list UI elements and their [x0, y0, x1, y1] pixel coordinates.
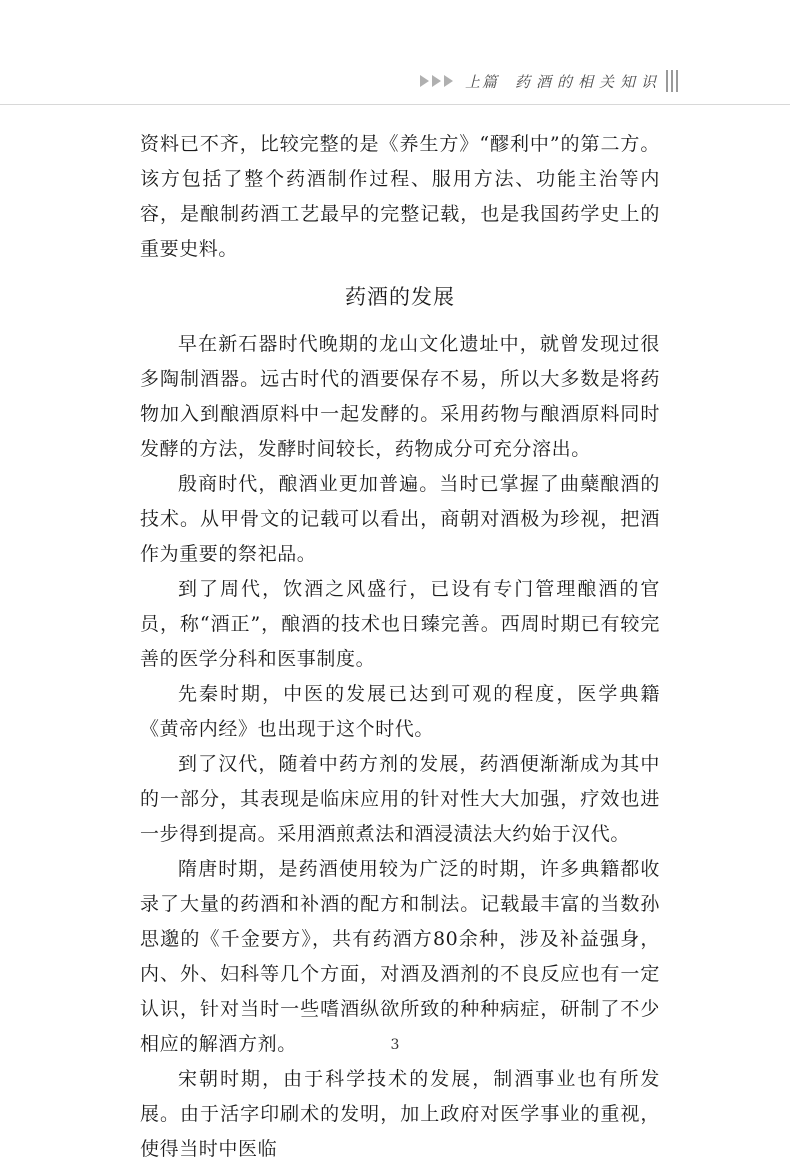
header-bars-icon	[666, 70, 678, 92]
page-number: 3	[390, 1037, 400, 1053]
body-paragraph: 宋朝时期，由于科学技术的发展，制酒事业也有所发展。由于活字印刷术的发明，加上政府对医学事业的重视，使得当时中医临	[140, 1068, 660, 1160]
header-part-label: 上篇	[465, 72, 500, 91]
header-arrows-icon	[420, 75, 453, 87]
header-chapter-title: 药酒的相关知识	[515, 72, 663, 91]
body-paragraph: 隋唐时期，是药酒使用较为广泛的时期，许多典籍都收录了大量的药酒和补酒的配方和制法。记载最丰富的当数孙思邈的《千金要方》，共有药酒方80余种，涉及补益强身，内、外、妇科等几个方面，对酒及酒剂的不良反应也有一定认识，针对当时一些嗜酒纵欲所致的种种病症，研制了不少相应的解酒方剂。	[140, 858, 660, 1055]
page-body	[140, 127, 660, 1167]
running-header	[420, 66, 680, 96]
header-divider	[0, 104, 790, 105]
body-paragraph: 到了周代，饮酒之风盛行，已设有专门管理酿酒的官员，称“酒正”，酿酒的技术也日臻完善。西周时期已有较完善的医学分科和医事制度。	[140, 578, 660, 670]
body-paragraph: 到了汉代，随着中药方剂的发展，药酒便渐渐成为其中的一部分，其表现是临床应用的针对性大大加强，疗效也进一步得到提高。采用酒煎煮法和酒浸渍法大约始于汉代。	[140, 753, 660, 845]
body-paragraph: 先秦时期，中医的发展已达到可观的程度，医学典籍《黄帝内经》也出现于这个时代。	[140, 683, 660, 740]
section-heading: 药酒的发展	[345, 285, 455, 309]
intro-paragraph: 资料已不齐，比较完整的是《养生方》“醪利中”的第二方。该方包括了整个药酒制作过程、服用方法、功能主治等内容，是酿制药酒工艺最早的完整记载，也是我国药学史上的重要史料。	[140, 133, 660, 260]
body-paragraph: 殷商时代，酿酒业更加普遍。当时已掌握了曲蘖酿酒的技术。从甲骨文的记载可以看出，商朝对酒极为珍视，把酒作为重要的祭祀品。	[140, 473, 660, 565]
body-paragraph: 早在新石器时代晚期的龙山文化遗址中，就曾发现过很多陶制酒器。远古时代的酒要保存不易，所以大多数是将药物加入到酿酒原料中一起发酵的。采用药物与酿酒原料同时发酵的方法，发酵时间较长，药物成分可充分溶出。	[140, 333, 660, 460]
